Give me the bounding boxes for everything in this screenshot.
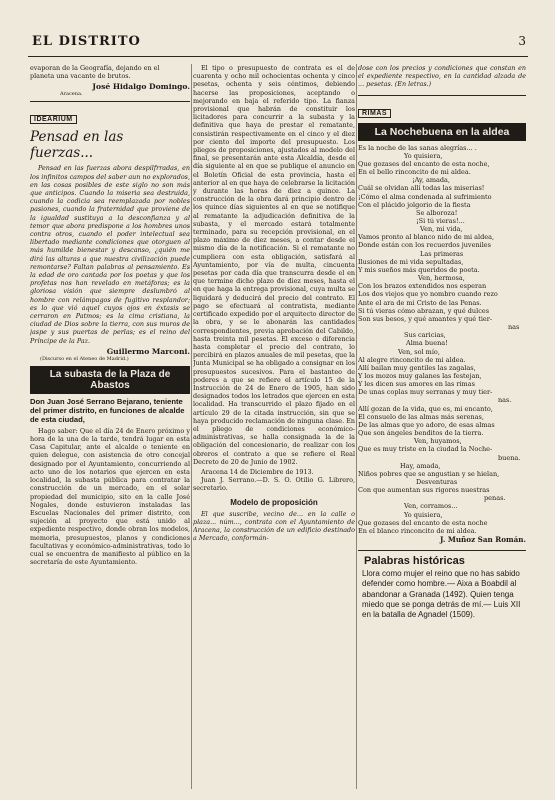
poem-line: Ven, corramos... — [404, 502, 458, 511]
intro-line: planeta una vacante de brutos. — [30, 72, 131, 81]
poem-line: ¡Si tú vieras!... — [416, 217, 465, 226]
poem-line: Allí bailan muy gentiles las zagalas, — [358, 363, 476, 372]
poem-line: Si tú vieras cómo abrazan, y qué dulces — [358, 306, 490, 315]
poem-line: En el bello rinconcito de mi aldea. — [358, 168, 471, 177]
model-paragraph: dose con los precios y condiciones que constan en el expediente respectivo, en la cantidad alzada de ... pesetas. (En letras.) — [358, 64, 526, 89]
essay-signature: Guillermo Marconi. — [106, 346, 190, 356]
page-number: 3 — [518, 34, 526, 48]
poem-line: Y los mozos muy galanes las festejan, — [358, 371, 482, 380]
poem-line: De las almas que yo adoro, de esas almas — [358, 420, 495, 429]
column-1 — [30, 64, 190, 794]
newspaper-title: EL DISTRITO — [32, 34, 141, 49]
poem-line: Que gozases del encanto de esta noche — [358, 518, 488, 527]
poem-line: Ven, sol mío, — [398, 347, 440, 356]
poem-line: Ven, huyamos, — [414, 437, 462, 446]
poem-line: El consuelo de las almas más serenas, — [358, 412, 484, 421]
poem-line: Que son ángeles benditos de la tierra. — [358, 429, 484, 438]
historical-words-title: Palabras históricas — [364, 555, 465, 568]
poem-line: penas. — [484, 494, 506, 503]
poem-line: ¡Cómo el alma condenada al sufrimiento — [358, 192, 492, 201]
poem-line: Ven, hermosa, — [418, 274, 465, 283]
poem-line: Hay, amada, — [400, 461, 441, 470]
essay-note: (Discurso en el Ateneo de Madrid.) — [40, 355, 129, 362]
article-continuation — [193, 64, 355, 466]
poem-line: Allí gozan de la vida, que es, mi encanto, — [358, 404, 493, 413]
poem — [358, 144, 526, 536]
poem-line: ¡Ay, amada, — [412, 176, 451, 185]
intro-signature: José Hidalgo Domingo. — [92, 82, 190, 92]
poem-title: La Nochebuena en la aldea — [358, 123, 526, 141]
poem-line: Los dos viejos que yo nombro cuando rezo — [358, 290, 498, 299]
article-date — [193, 468, 355, 476]
article-paragraph: Hago saber: Que el día 24 de Enero próximo y hora de la una de la tarde, tendrá lugar en esta Casa Capitular, ante el alcalde o teniente en quien delegue, con asistencia de otro concejal designado por el Ayuntamiento, concurriendo al acto uno de los notarios que ejercen en esta localidad, la subasta pública para contratar la construcción de un mercado, en el solar propiedad del municipio, sito en la calle José Nogales, donde estuvieron instaladas las Escuelas Nacionales del primer distrito, con sujeción al proyecto que está unido al expediente respectivo, donde obran los modelos, memoria, presupuestos, planos y condiciones facultativas y económico-administrativas, todo lo cual se encuentra de manifiesto al público en la secretaría de este Ayuntamiento. — [30, 426, 190, 567]
essay-title: Pensad en las fuerzas... — [30, 129, 124, 162]
divider — [30, 101, 190, 102]
poem-line: Sus caricias, — [404, 331, 446, 340]
poem-line: Cuál se olvidan allí todas las miserias! — [358, 184, 485, 193]
column-2 — [193, 64, 355, 794]
column-rule — [356, 64, 357, 789]
poem-line: buena. — [498, 453, 521, 462]
poem-line: Con el plácido jolgorio de la fiesta — [358, 200, 471, 209]
historical-words-text: Llora como mujer el reino que no has sabido defender como hombre.— Aixa a Boabdil al abandonar a Granada (1492). Quien tenga miedo que se ponga detrás de mí.— Luis XII en la batalla de Agnadel (1509). — [362, 569, 521, 619]
intro-line: evaporan de la Geografía, dejando en el — [30, 64, 160, 72]
poem-line: nas — [508, 323, 520, 332]
poem-line: Niños pobres que se angustian y se hielan, — [358, 469, 500, 478]
poem-line: Que es muy triste en la ciudad la Noche- — [358, 445, 493, 454]
date-line: Aracena 14 de Diciembre de 1913. — [201, 467, 314, 476]
poem-line: En el blanco rinconcito de mi aldea. — [358, 526, 477, 535]
section-label-idearium: IDEARIUM — [30, 115, 77, 124]
poem-signature: J. Muñoz San Román. — [440, 535, 526, 545]
poem-line: Y les dicen sus amores en las rimas — [358, 380, 475, 389]
poem-line: Yo quisiera, — [404, 510, 443, 519]
poem-line: De unas coplas muy serranas y muy tier- — [358, 388, 493, 397]
intro-place: Aracena. — [60, 91, 83, 98]
intro-text — [30, 64, 190, 80]
masthead — [28, 28, 528, 57]
column-rule — [191, 64, 192, 789]
poem-line: Ante el ara de mi Cristo de las Penas. — [358, 298, 482, 307]
poem-line: Donde están con los recuerdos juveniles — [358, 241, 491, 250]
article-body — [30, 427, 190, 566]
model-title: Modelo de proposición — [230, 497, 318, 507]
poem-line: Las primeras — [420, 249, 464, 258]
poem-line: Vamos pronto al blanco nido de mi aldea, — [358, 233, 495, 242]
poem-line: Ilusiones de mi vida sepultadas, — [358, 257, 464, 266]
poem-line: nas. — [498, 396, 512, 405]
essay-paragraph: Pensad en las fuerzas abora despilfrradas, en los infinitos campos del saber aun no explorados, en las cosas posibles de este siglo no son más que anticipos. Cuando la miseria sea destruida, cuando la codicia sea reemplazada por nobles pasiones, cuando la fraternidad que proviene de la igualdad sustituya a la desconfianza y al temor que abora predispone a los hombres unos contra otros, cuando el poder intelectual sea libertado mediante condiciones que otorguen al más humilde bienestar y descanso, ¿quién me dirá las alturas a que nuestra civilización puede remontarse? Faltan palabras al pensamiento. Es la edad de oro cantada por los poetas y que los profetas nos han revelado en metáforas; es la gloriosa visión que siempre deslumbró al hombre con relámpagos de fugitivo resplandor; es lo que vió aquel cuyos ojos en éxtasis se cerraron en Patmos; es la cima cristiana, la ciudad de Dios sobre la tierra, con sus muros de jaspe y sus puertas de perlas; es el reino del Príncipe de la Paz. — [30, 164, 190, 345]
poem-line: Ven, mi vida, — [420, 225, 463, 234]
article-paragraph: El tipo o presupuesto de contrata es el de cuarenta y ocho mil ochocientas ochenta y cinco pesetas, ochenta y seis céntimos, debiendo hacerse las proposiciones, aceptando o mejorando en baja el referido tipo. La fianza provisional que habrán de constituir los licitadores para concurrir a la subasta y la definitiva que haya de prestar el rematante, consistirán respectivamente en el cinco y el diez por ciento del importe del presupuesto. Los pliegos de proposiciones, ajustados al modelo del final, se presentarán ante esta Alcaldía, desde el día siguiente al en que se publique el anuncio en el Boletín Oficial de esta provincia, hasta el anterior al en que haya de celebrarse la licitación y durante las horas de diez a quince. La construcción de la obra dará principio dentro de los quince días siguientes al en que se notifique al rematante la adjudicación definitiva de la subasta, y el mercado estará totalmente terminado, para su recepción provisional, en el plazo máximo de diez meses, a contar desde el mismo día de la notificación. Si el rematante no cumpliera con esta obligación, satisfará al Ayuntamiento, por vía de multa, cincuenta pesetas por cada día que transcurra desde el en que termine dicho plazo de diez meses, hasta el en que haga la entrega provisional, cuya multa se liquidará y deducirá del precio del contrato. El pago se efectuará al contratista, mediante certificado expedido por el arquitecto director de la obra, y se le abonarán las cantidades correspondientes, previa aprobación del Cabildo, hasta treinta mil pesetas. El exceso o diferencia hasta completar el precio del contrato, lo percibirá en plazos anuales de mil pesetas, que la Junta Municipal se ha obligado a consignar en los presupuestos sucesivos. Para el bastanteo de poderes a que se refiere el artículo 15 de la Instrucción de 24 de Enero de 1905, han sido designados todos los letrados que ejercen en esta localidad. Ha transcurrido el plazo fijado en el artículo 29 de la citada instrucción, sin que se haya producido reclamación de ninguna clase. En el pliego de condiciones económico-administrativas, se halla consignada la de la obligación del concesionario, de realizar con los obreros el contrato a que se refiere el Real Decreto de 20 de Junio de 1902. — [193, 64, 355, 466]
article-subheading: Don Juan José Serrano Bejarano, teniente del primer distrito, en funciones de alcalde de esta ciudad, — [30, 396, 185, 424]
column-3 — [358, 64, 526, 794]
article-signatures — [193, 476, 355, 492]
poem-line: Con que aumentan sus rigores nuestras — [358, 486, 490, 495]
poem-line: Desventuras — [416, 478, 458, 487]
section-label-rimas: RIMAS — [358, 109, 391, 118]
poem-line: Se alboroza! — [416, 208, 458, 217]
article-banner: La subasta de la Plaza de Abastos — [30, 366, 190, 394]
essay-text — [30, 164, 190, 344]
poem-line: Es la noche de las sanas alegrías... . — [358, 143, 477, 152]
poem-line: Al alegre rinconcito de mi aldea. — [358, 355, 466, 364]
poem-line: Que gozases del encanto de esta noche, — [358, 159, 490, 168]
model-paragraph: El que suscribe, vecino de... en la calle o plaza... núm..., contrata con el Ayuntamiento de Aracena, la construcción de un edificio destinado a Mercado, conformán- — [193, 509, 355, 543]
divider — [358, 95, 526, 96]
divider — [358, 550, 526, 551]
model-continuation — [358, 64, 526, 89]
poem-line: Alma buena! — [406, 339, 448, 348]
poem-line: Con los brazos extendidos nos esperan — [358, 282, 487, 291]
poem-line: Son sus besos, y qué amantes y qué tier- — [358, 314, 493, 323]
model-text — [193, 510, 355, 543]
poem-line: Yo quisiera, — [404, 151, 443, 160]
poem-line: Y mis sueños más queridos de poeta. — [358, 265, 480, 274]
signature-line: Juan J. Serrano.—D. S. O. Otilio G. Librero, secretario. — [193, 476, 355, 493]
